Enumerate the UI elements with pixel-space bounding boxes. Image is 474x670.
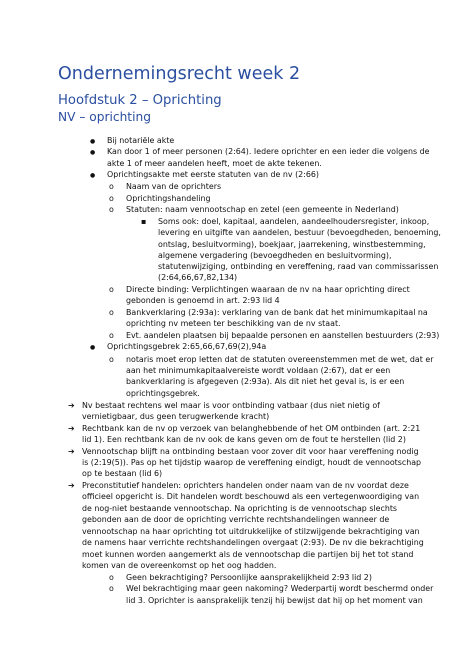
square-bullet-icon bbox=[141, 217, 146, 227]
arrow-bullet-icon: ➔ bbox=[68, 481, 75, 490]
text-line: Evt. aandelen plaatsen bij bepaalde personen en aanstellen bestuurders (2:93) bbox=[126, 331, 440, 340]
text-line: statutenwijziging, ontbinding en vereffening, raad van commissarissen bbox=[158, 262, 439, 271]
text-line: moet kunnen worden aangemerkt als de vennootschap die partijen bij het tot stand bbox=[82, 550, 414, 559]
text-line: akte 1 of meer aandelen heeft, moet de akte tekenen. bbox=[107, 159, 322, 168]
circle-bullet-icon: o bbox=[109, 331, 114, 340]
text-line: Kan door 1 of meer personen (2:64). Iedere oprichter en een ieder die volgens de bbox=[107, 147, 430, 156]
text-line: de nog-niet bestaande vennootschap. Na oprichting is de vennootschap slechts bbox=[82, 504, 398, 513]
bullet-icon bbox=[90, 147, 95, 158]
text-line: Statuten: naam vennootschap en zetel (een gemeente in Nederland) bbox=[126, 205, 399, 214]
text-line: gebonden aan de door de oprichting verrichte rechtshandelingen wanneer de bbox=[82, 515, 390, 524]
text-line: levering en uitgifte van aandelen, bestuur (bevoegdheden, benoeming, bbox=[158, 228, 441, 237]
arrow-bullet-icon: ➔ bbox=[68, 424, 75, 433]
text-line: Oprichtingshandeling bbox=[126, 194, 211, 203]
text-line: Wel bekrachtiging maar geen nakoming? Wederpartij wordt beschermd onder bbox=[126, 584, 434, 593]
text-line: notaris moet erop letten dat de statuten overeenstemmen met de wet, dat er bbox=[126, 355, 434, 364]
circle-bullet-icon: o bbox=[109, 205, 114, 214]
bullet-icon bbox=[90, 136, 95, 147]
text-line: oprichting nv meteen ter beschikking van de nv staat. bbox=[126, 319, 341, 328]
text-line: is (2:19(5)). Pas op het tijdstip waarop de vereffening eindigt, houdt de vennootschap bbox=[82, 458, 422, 467]
text-line: gebonden is genoemd in art. 2:93 lid 4 bbox=[126, 296, 280, 305]
bullet-icon bbox=[90, 170, 95, 181]
text-line: vernietigbaar, dus geen terugwerkende kracht) bbox=[82, 412, 270, 421]
circle-bullet-icon: o bbox=[109, 182, 114, 191]
chapter-heading: Hoofdstuk 2 – Oprichting bbox=[58, 93, 222, 108]
text-line: Oprichtingsakte met eerste statuten van de nv (2:66) bbox=[107, 170, 319, 179]
text-line: Preconstitutief handelen: oprichters handelen onder naam van de nv voordat deze bbox=[82, 481, 409, 490]
circle-bullet-icon: o bbox=[109, 573, 114, 582]
text-line: algemene vergadering (bevoegdheden en besluitvorming), bbox=[158, 251, 392, 260]
text-line: oprichtingsgebrek. bbox=[126, 389, 200, 398]
text-line: officieel opgericht is. Dit handelen wordt beschouwd als een vertegenwoordiging van bbox=[82, 492, 420, 501]
text-line: lid 3. Oprichter is aansprakelijk tenzij hij bewijst dat hij op het moment van bbox=[126, 596, 423, 605]
circle-bullet-icon: o bbox=[109, 285, 114, 294]
text-line: bankverklaring is afgegeven (2:93a). Als dit niet het geval is, is er een bbox=[126, 377, 405, 386]
circle-bullet-icon: o bbox=[109, 194, 114, 203]
text-line: Rechtbank kan de nv op verzoek van belanghebbende of het OM ontbinden (art. 2:21 bbox=[82, 424, 421, 433]
text-line: Geen bekrachtiging? Persoonlijke aansprakelijkheid 2:93 lid 2) bbox=[126, 573, 372, 582]
arrow-bullet-icon: ➔ bbox=[68, 401, 75, 410]
circle-bullet-icon: o bbox=[109, 584, 114, 593]
text-line: de namens haar verrichte rechtshandelingen overgaat (2:93). De nv die bekrachtiging bbox=[82, 538, 424, 547]
text-line: op te bestaan (lid 6) bbox=[82, 469, 163, 478]
bullet-icon bbox=[90, 342, 95, 353]
text-line: Soms ook: doel, kapitaal, aandelen, aandeelhoudersregister, inkoop, bbox=[158, 217, 430, 226]
text-line: Bankverklaring (2:93a): verklaring van de bank dat het minimumkapitaal na bbox=[126, 308, 428, 317]
text-line: vennootschap na haar oprichting tot uitdrukkelijke of stilzwijgende bekrachtiging van bbox=[82, 527, 420, 536]
arrow-bullet-icon: ➔ bbox=[68, 447, 75, 456]
circle-bullet-icon: o bbox=[109, 355, 114, 364]
text-line: Oprichtingsgebrek 2:65,66,67,69(2),94a bbox=[107, 342, 267, 351]
circle-bullet-icon: o bbox=[109, 308, 114, 317]
text-line: Naam van de oprichters bbox=[126, 182, 222, 191]
text-line: Nv bestaat rechtens wel maar is voor ontbinding vatbaar (dus niet nietig of bbox=[82, 401, 380, 410]
text-line: ontslag, besluitvorming), boekjaar, jaarrekening, winstbestemming, bbox=[158, 240, 426, 249]
text-line: aan het minimumkapitaalvereiste wordt voldaan (2:67), dat er een bbox=[126, 366, 391, 375]
text-line: komen van de overeenkomst op het oog hadden. bbox=[82, 561, 277, 570]
document-title: Ondernemingsrecht week 2 bbox=[58, 64, 301, 84]
section-heading: NV – oprichting bbox=[58, 110, 151, 124]
text-line: Bij notariële akte bbox=[107, 136, 175, 145]
text-line: lid 1). Een rechtbank kan de nv ook de kans geven om de fout te herstellen (lid 2) bbox=[82, 435, 406, 444]
text-line: Directe binding: Verplichtingen waaraan de nv na haar oprichting direct bbox=[126, 285, 410, 294]
text-line: (2:64,66,67,82,134) bbox=[158, 273, 238, 282]
text-line: Vennootschap blijft na ontbinding bestaan voor zover dit voor haar vereffening nodig bbox=[82, 447, 419, 456]
